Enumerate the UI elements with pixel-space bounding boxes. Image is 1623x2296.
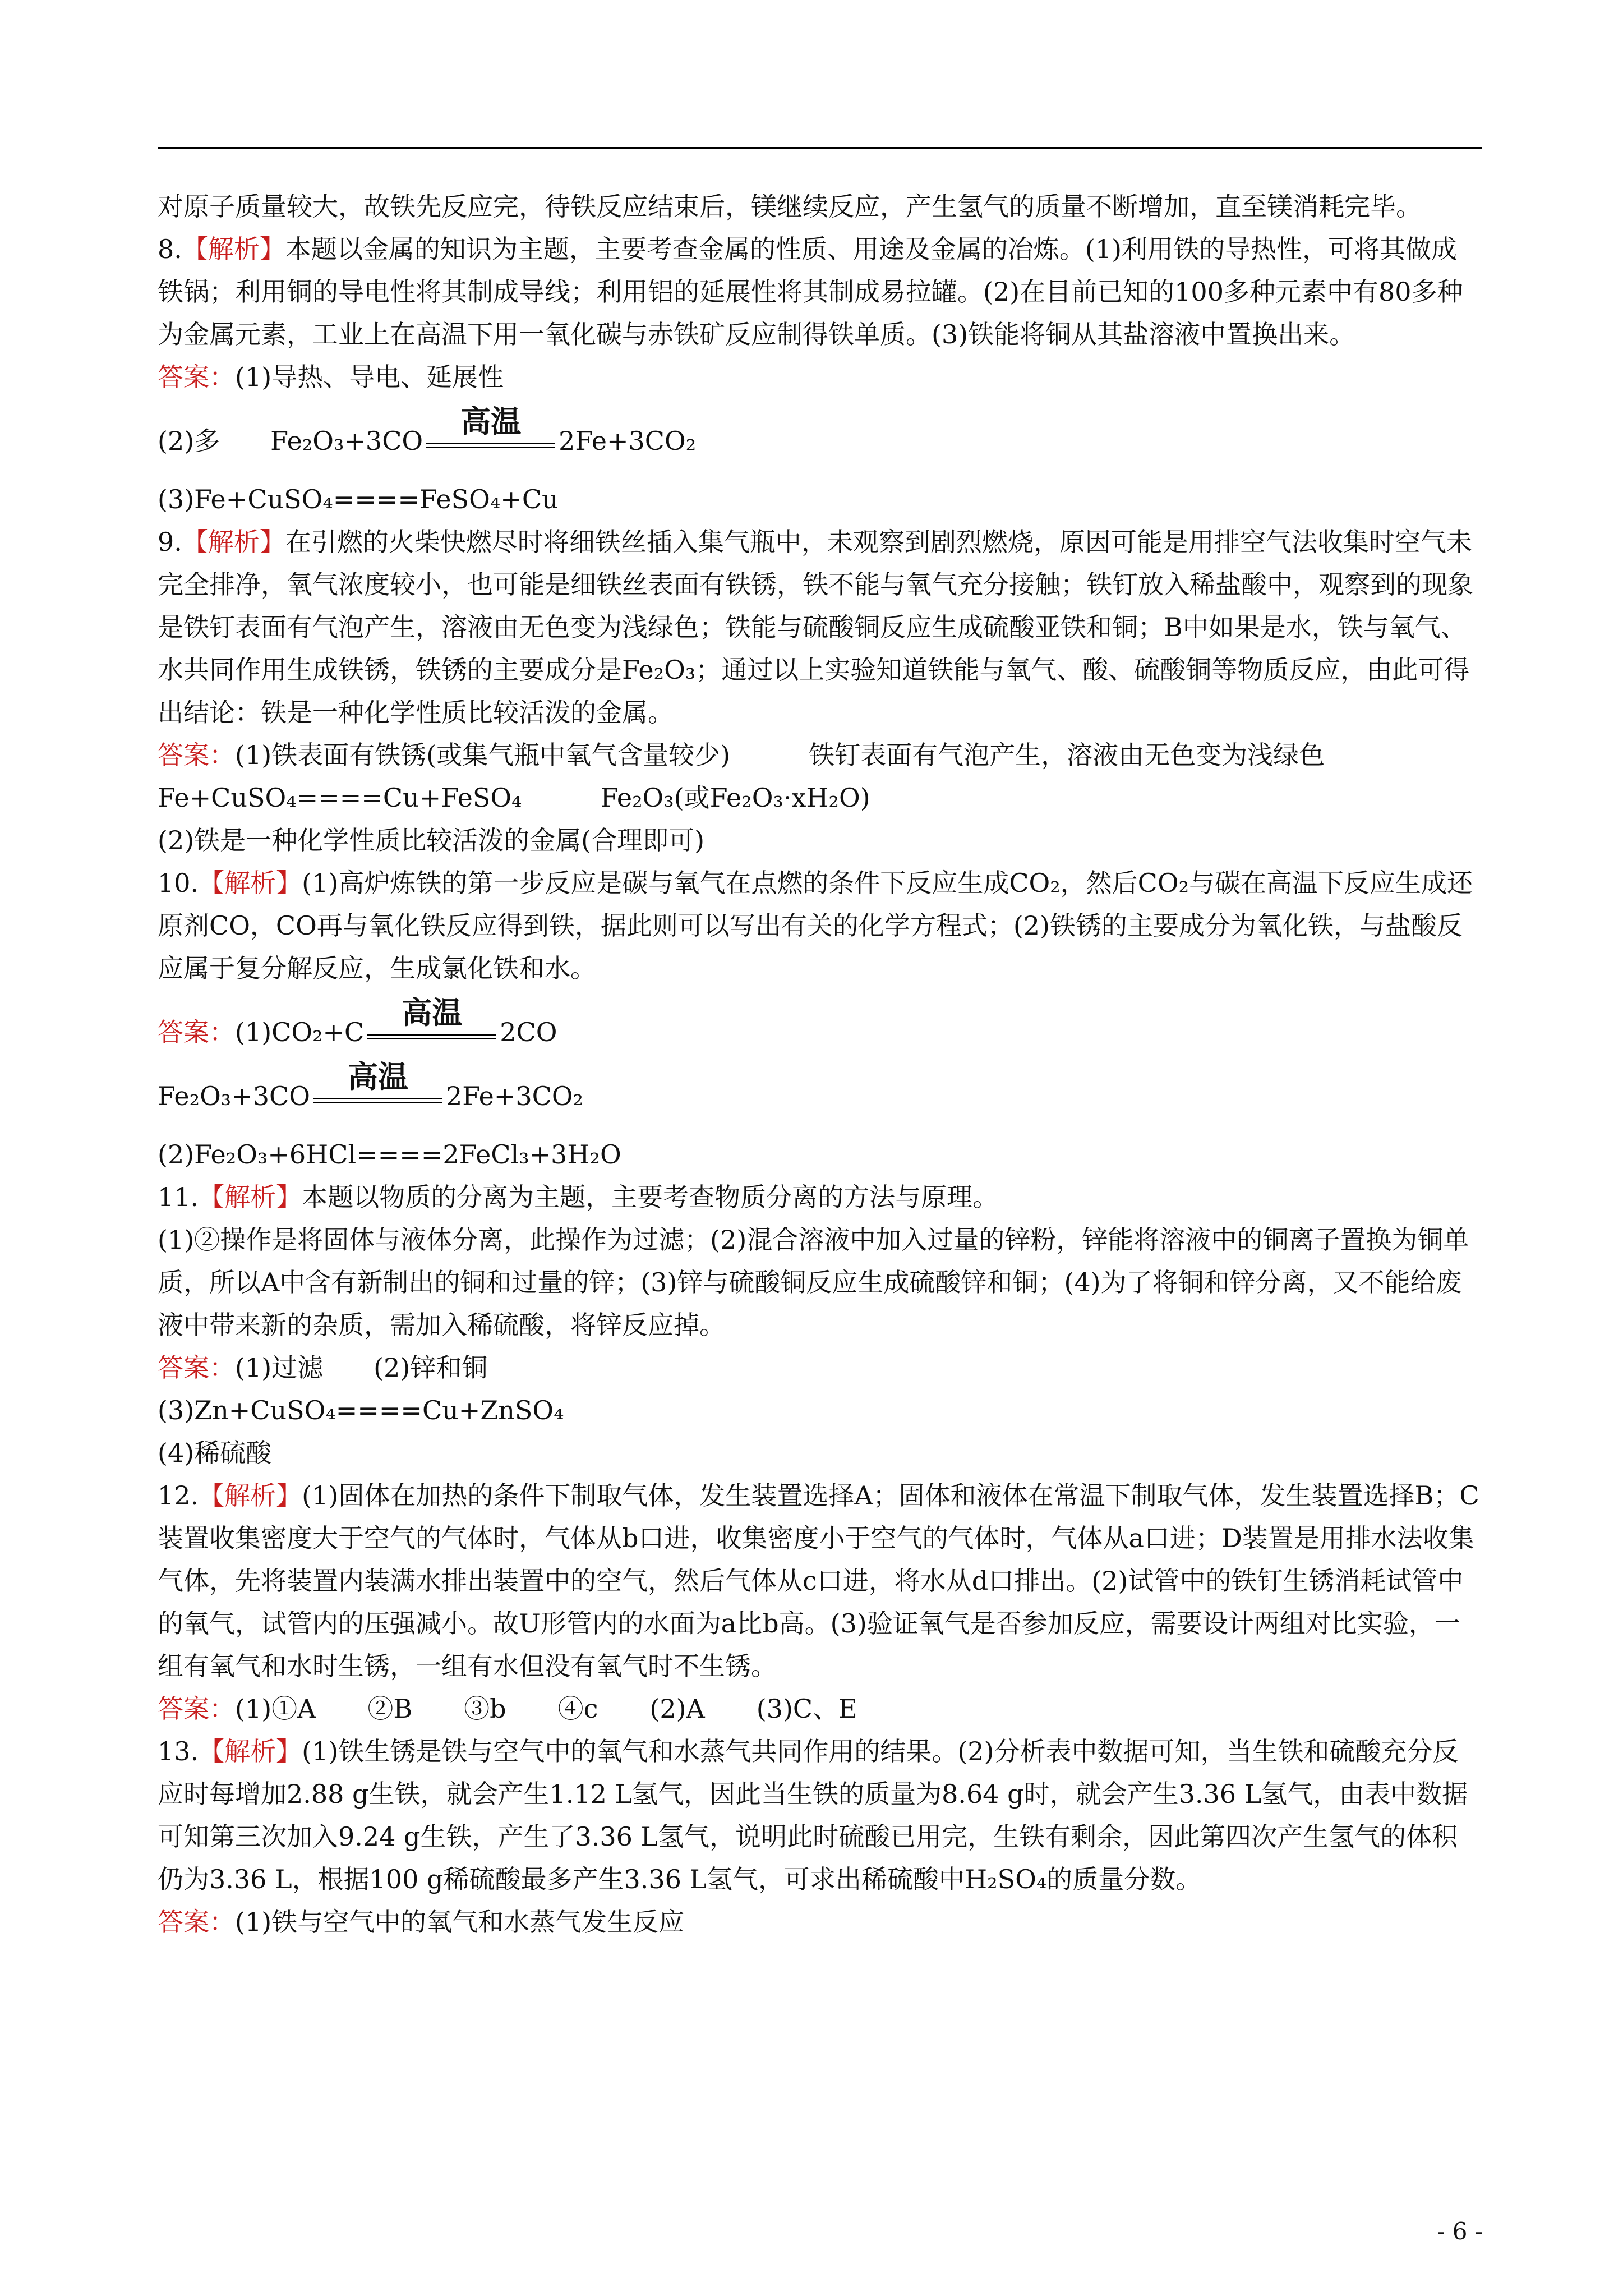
q9-analysis: 9.【解析】在引燃的火柴快燃尽时将细铁丝插入集气瓶中，未观察到剧烈燃烧，原因可能是用排空气法收集时空气未完全排净，氧气浓度较小，也可能是细铁丝表面有铁锈，铁不能与氧气充分接触；铁钉放入稀盐酸中，观察到的现象是铁钉表面有气泡产生，溶液由无色变为浅绿色；铁能与硫酸铜反应生成硫酸亚铁和铜；B中如果是水，铁与氧气、水共同作用生成铁锈，铁锈的主要成分是Fe₂O₃；通过以上实验知道铁能与氧气、酸、硫酸铜等物质反应，由此可得出结论：铁是一种化学性质比较活泼的金属。 xyxy=(158,527,1473,728)
q9-answer-2: (2)铁是一种化学性质比较活泼的金属(合理即可) xyxy=(158,825,705,855)
q11-analysis-2: (1)②操作是将固体与液体分离，此操作为过滤；(2)混合溶液中加入过量的锌粉，锌能将溶液中的铜离子置换为铜单质，所以A中含有新制出的铜和过量的锌；(3)锌与硫酸铜反应生成硫酸锌和铜；(4)为了将铜和锌分离，又不能给废液中带来新的杂质，需加入稀硫酸，将锌反应掉。 xyxy=(158,1225,1469,1340)
condition-high-temp: 高温 xyxy=(367,1024,496,1041)
q10-equation-1: 答案：(1)CO₂+C 高温 2CO xyxy=(158,995,557,1047)
q9-answer-1: 答案：(1)铁表面有铁锈(或集气瓶中氧气含量较少) 铁钉表面有气泡产生，溶液由无色变为浅绿色 xyxy=(158,740,1325,770)
q12-analysis: 12.【解析】(1)固体在加热的条件下制取气体，发生装置选择A；固体和液体在常温下制取气体，发生装置选择B；C装置收集密度大于空气的气体时，气体从b口进，收集密度小于空气的气体时，气体从a口进；D装置是用排水法收集气体，先将装置内装满水排出装置中的空气，然后气体从c口进，将水从d口排出。(2)试管中的铁钉生锈消耗试管中的氧气，试管内的压强减小。故U形管内的水面为a比b高。(3)验证氧气是否参加反应，需要设计两组对比实验，一组有氧气和水时生锈，一组有水但没有氧气时不生锈。 xyxy=(158,1480,1479,1681)
eq-q8-left: Fe₂O₃+3CO xyxy=(270,426,423,456)
q10-analysis: 10.【解析】(1)高炉炼铁的第一步反应是碳与氧气在点燃的条件下反应生成CO₂，然后CO₂与碳在高温下反应生成还原剂CO，CO再与氧化铁反应得到铁，据此则可以写出有关的化学方程式；(2)铁锈的主要成分为氧化铁，与盐酸反应属于复分解反应，生成氯化铁和水。 xyxy=(158,868,1473,983)
q11-answer-1: 答案：(1)过滤 (2)锌和铜 xyxy=(158,1352,488,1383)
continuation-paragraph: 对原子质量较大，故铁先反应完，待铁反应结束后，镁继续反应，产生氢气的质量不断增加，直至镁消耗完毕。 xyxy=(158,191,1422,222)
q13-answer: 答案：(1)铁与空气中的氧气和水蒸气发生反应 xyxy=(158,1907,685,1937)
q8-analysis: 8.【解析】本题以金属的知识为主题，主要考查金属的性质、用途及金属的冶炼。(1)利用铁的导热性，可将其做成铁锅；利用铜的导电性将其制成导线；利用铝的延展性将其制成易拉罐。(2)在目前已知的100多种元素中有80多种为金属元素，工业上在高温下用一氧化碳与赤铁矿反应制得铁单质。(3)铁能将铜从其盐溶液中置换出来。 xyxy=(158,234,1463,349)
q8-answer-1: 答案：(1)导热、导电、延展性 xyxy=(158,362,504,392)
q10-equation-2: Fe₂O₃+3CO 高温 2Fe+3CO₂ xyxy=(158,1059,583,1111)
q8-answer-3: (3)Fe+CuSO₄====FeSO₄+Cu xyxy=(158,484,559,514)
q9-answer-1-eq: Fe+CuSO₄====Cu+FeSO₄ Fe₂O₃(或Fe₂O₃·xH₂O) xyxy=(158,783,870,813)
page-number: - 6 - xyxy=(1437,2217,1483,2245)
q11-answer-3: (3)Zn+CuSO₄====Cu+ZnSO₄ xyxy=(158,1395,564,1425)
q8-equation-line: (2)多 Fe₂O₃+3CO 高温 2Fe+3CO₂ xyxy=(158,404,697,456)
q13-analysis: 13.【解析】(1)铁生锈是铁与空气中的氧气和水蒸气共同作用的结果。(2)分析表中数据可知，当生铁和硫酸充分反应时每增加2.88 g生铁，就会产生1.12 L氢气，因此当生铁的质量为8.64 g时，就会产生3.36 L氢气，由表中数据可知第三次加入9.24 g生铁，产生了3.36 L氢气，说明此时硫酸已用完，生铁有剩余，因此第四次产生氢气的体积仍为3.36 L，根据100 g稀硫酸最多产生3.36 L氢气，可求出稀硫酸中H₂SO₄的质量分数。 xyxy=(158,1736,1468,1894)
header-rule xyxy=(158,147,1482,149)
q11-answer-4: (4)稀硫酸 xyxy=(158,1438,272,1468)
eq-q8-right: 2Fe+3CO₂ xyxy=(559,426,697,456)
document-body xyxy=(158,185,1482,1943)
condition-high-temp: 高温 xyxy=(313,1088,442,1105)
q11-analysis: 11.【解析】本题以物质的分离为主题，主要考查物质分离的方法与原理。 xyxy=(158,1182,999,1212)
q10-answer-2: (2)Fe₂O₃+6HCl====2FeCl₃+3H₂O xyxy=(158,1139,621,1170)
q12-answer: 答案：(1)①A ②B ③b ④c (2)A (3)C、E xyxy=(158,1694,857,1724)
condition-high-temp: 高温 xyxy=(426,433,555,450)
